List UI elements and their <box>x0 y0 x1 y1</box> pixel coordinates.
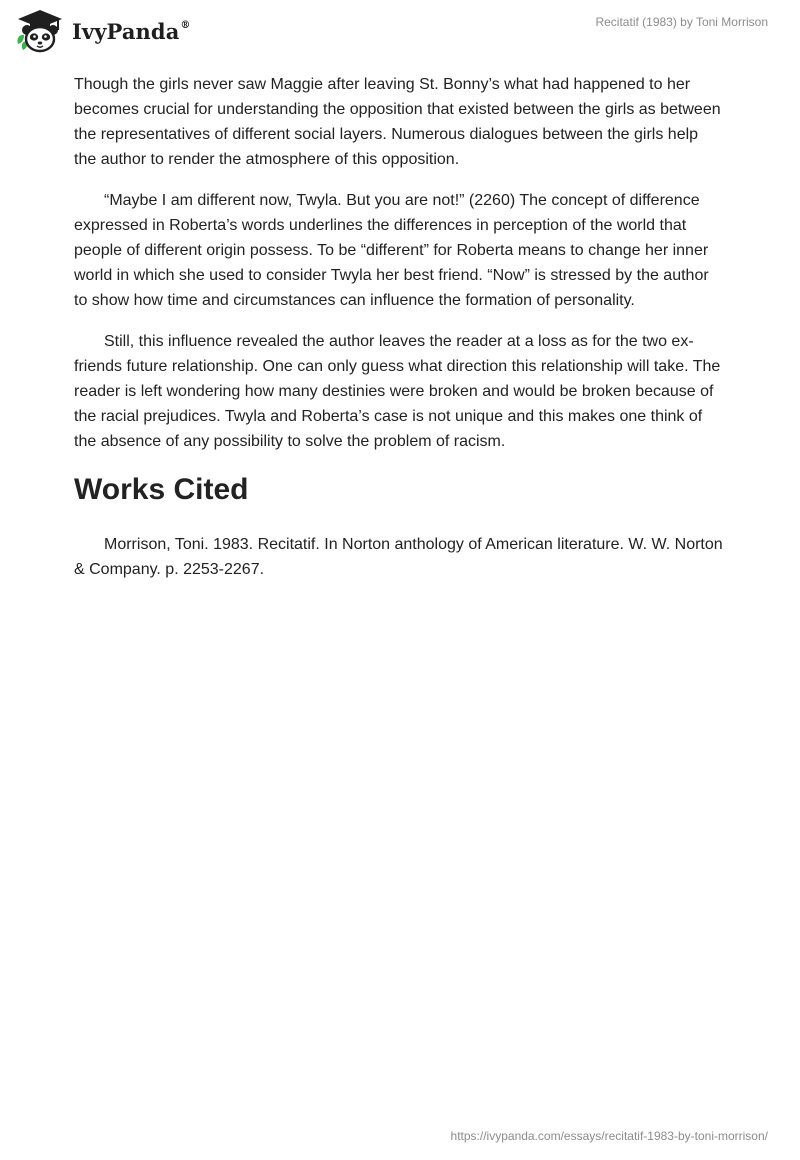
brand-name: IvyPanda® <box>72 18 191 44</box>
essay-content <box>74 72 724 598</box>
citation-morrison: Morrison, Toni. 1983. Recitatif. In Norton anthology of American literature. W. W. Norton & Company. p. 2253-2267. <box>74 536 723 578</box>
paragraph-maggie: Though the girls never saw Maggie after leaving St. Bonny’s what had happened to her becomes crucial for understanding the opposition that existed between the girls as between the representatives of different social layers. Numerous dialogues between the girls help the author to render the atmosphere of this opposition. <box>74 76 721 168</box>
ivypanda-logo[interactable] <box>14 8 191 54</box>
panda-graduate-icon <box>14 8 66 54</box>
works-cited-heading: Works Cited <box>74 473 249 506</box>
source-url[interactable]: https://ivypanda.com/essays/recitatif-1983-by-toni-morrison/ <box>450 1129 768 1143</box>
paragraph-difference: “Maybe I am different now, Twyla. But you are not!” (2260) The concept of difference expressed in Roberta’s words underlines the differences in perception of the world that people of different origin possess. To be “different” for Roberta means to change her inner world in which she used to consider Twyla her best friend. “Now” is stressed by the author to show how time and circumstances can influence the formation of personality. <box>74 192 709 309</box>
page-header <box>0 0 800 60</box>
document-title: Recitatif (1983) by Toni Morrison <box>595 15 768 29</box>
paragraph-influence: Still, this influence revealed the author leaves the reader at a loss as for the two ex-friends future relationship. One can only guess what direction this relationship will take. The reader is left wondering how many destinies were broken and would be broken because of the racial prejudices. Twyla and Roberta’s case is not unique and this makes one think of the absence of any possibility to solve the problem of racism. <box>74 333 721 450</box>
